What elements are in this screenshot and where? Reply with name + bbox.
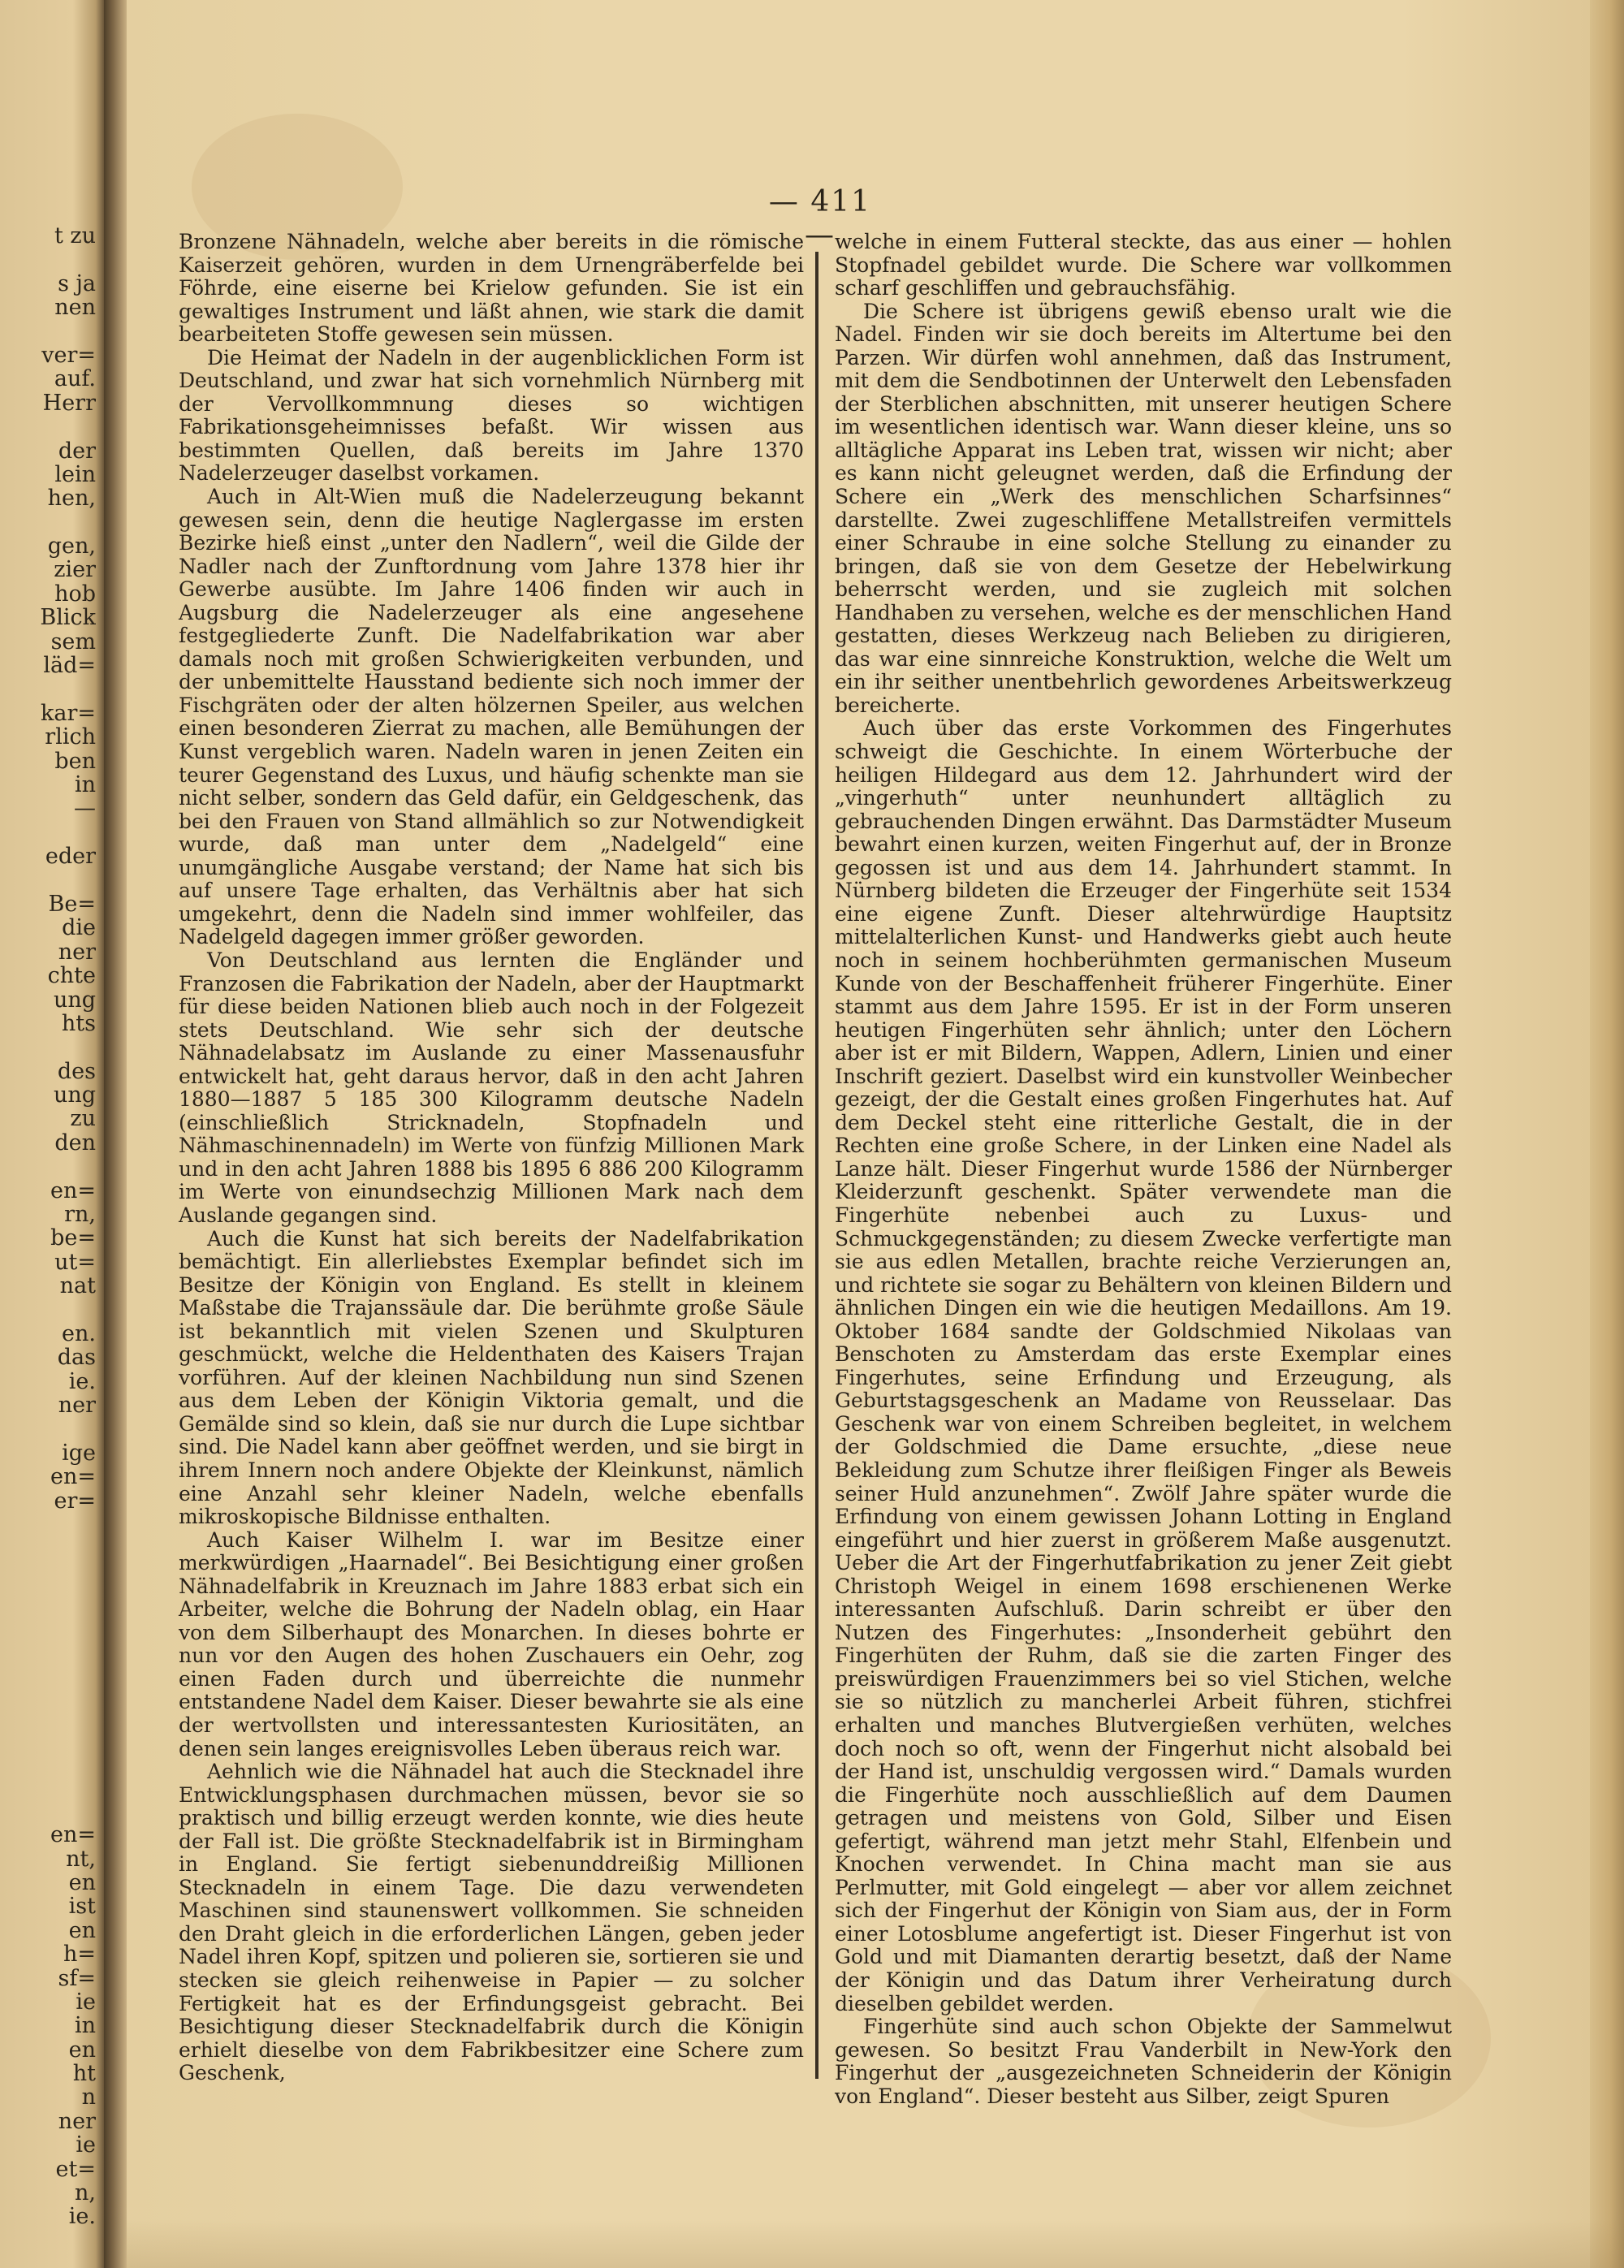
line-fragment: sf= <box>58 1966 96 1990</box>
line-fragment: eder <box>45 845 96 869</box>
line-fragment <box>5 1035 96 1059</box>
line-fragment: ie <box>76 1989 96 2015</box>
line-fragment: h= <box>63 1942 96 1967</box>
line-fragment: zier <box>54 558 96 582</box>
line-fragment <box>5 1155 96 1178</box>
line-fragment: sem <box>50 629 96 654</box>
line-fragment <box>5 248 96 271</box>
line-fragment <box>5 1513 96 1536</box>
line-fragment: n <box>81 2085 96 2110</box>
column-divider <box>815 252 818 2079</box>
line-fragment <box>5 821 96 845</box>
line-fragment: hob <box>54 581 96 607</box>
line-fragment: en <box>68 1918 96 1943</box>
line-fragment: in <box>74 772 96 797</box>
line-fragment: ige <box>62 1441 96 1466</box>
paragraph: Fingerhüte sind auch schon Objekte der Sammelwut gewesen. So besitzt Frau Vanderbilt in New-York den Fingerhut der „ausgezeichneten Schneiderin der Königin von England“. Dieser besteht aus Silber, zeigt Spuren <box>835 2015 1452 2108</box>
line-fragment: n, <box>75 2181 96 2205</box>
line-fragment <box>5 1418 96 1441</box>
line-fragment: nen <box>54 296 96 320</box>
line-fragment: er= <box>54 1488 96 1514</box>
facing-page-fragment <box>0 0 104 2268</box>
page-number: — 411 — <box>768 185 872 252</box>
line-fragment: Be= <box>48 892 96 917</box>
line-fragment: Herr <box>42 391 96 416</box>
line-fragment: gen, <box>47 534 96 559</box>
facing-page-line-ends <box>5 224 96 2229</box>
line-fragment <box>5 1656 96 1679</box>
line-fragment <box>5 1536 96 1560</box>
line-fragment <box>5 1680 96 1704</box>
line-fragment: — <box>74 797 96 821</box>
line-fragment: hen, <box>47 486 96 511</box>
line-fragment: chte <box>47 964 96 988</box>
line-fragment: der <box>58 438 96 463</box>
paragraph: Die Schere ist übrigens gewiß ebenso uralt wie die Nadel. Finden wir sie doch bereits im Altertume bei den Parzen. Wir dürfen wohl annehmen, daß das Instrument, mit dem die Sendbotinnen der Unterwelt den Lebensfaden der Sterblichen abschnitten, mit unserer heutigen Schere im wesentlichen identisch war. Wann dieser kleine, uns so alltägliche Apparat ins Leben trat, wissen wir nicht; aber es kann nicht geleugnet werden, daß die Erfindung der Schere ein „Werk des menschlichen Scharfsinnes“ darstellte. Zwei zugeschliffene Metallstreifen vermittels einer Schraube in eine solche Stellung zu einander zu bringen, daß sie von dem Gesetze der Hebelwirkung beherrscht werden, und sie zugleich mit solchen Handhaben zu versehen, welche es der menschlichen Hand gestatten, dieses Werkzeug nach Belieben zu dirigieren, das war eine sinnreiche Konstruktion, welche die Welt um ein ihr seither unentbehrlich gewordenes Arbeitswerkzeug bereicherte. <box>835 299 1452 717</box>
line-fragment <box>5 1775 96 1799</box>
line-fragment: ver= <box>41 343 96 368</box>
line-fragment <box>5 1799 96 1823</box>
line-fragment: en <box>68 2037 96 2063</box>
page-bottom-shade <box>127 2219 1624 2268</box>
paragraph: Auch in Alt-Wien muß die Nadelerzeugung bekannt gewesen sein, denn die heutige Naglergasse im ersten Bezirke hieß einst „unter den Nadlern“, weil die Gilde der Nadler nach der Zunftordnung vom Jahre 1378 hier ihr Gewerbe ausübte. Im Jahre 1406 finden wir auch in Augsburg die Nadelerzeuger als eine angesehene festgegliederte Zunft. Die Nadelfabrikation war aber damals noch mit großen Schwierigkeiten verbunden, und der unbemittelte Hausstand bediente sich noch immer der Fischgräten oder der alten hölzernen Speiler, aus welchen einen besonderen Zierrat zu machen, alle Bemühungen der Kunst vergeblich waren. Nadeln waren in jenen Zeiten ein teurer Gegenstand des Luxus, und häufig schenkte man sie nicht selber, sondern das Geld dafür, ein Geldgeschenk, das bei den Frauen von Stand allmählich so zur Notwendigkeit wurde, daß man unter dem „Nadelgeld“ eine unumgängliche Ausgabe verstand; der Name hat sich bis auf unsere Tage erhalten, das Verhältnis aber hat sich umgekehrt, denn die Nadeln sind immer wohlfeiler, das Nadelgeld dagegen immer größer geworden. <box>179 485 804 949</box>
paragraph: welche in einem Futteral steckte, das aus einer — hohlen Stopfnadel gebildet wurde. Die Schere war vollkommen scharf geschliffen und gebrauchsfähig. <box>835 230 1452 300</box>
line-fragment: die <box>62 916 96 940</box>
text-column-left <box>179 231 804 2085</box>
line-fragment: ie. <box>68 2205 96 2229</box>
line-fragment: das <box>57 1346 96 1370</box>
line-fragment: ner <box>58 1393 96 1418</box>
text-column-right <box>835 231 1452 2108</box>
line-fragment: ung <box>53 1083 96 1108</box>
line-fragment: nt, <box>66 1847 96 1871</box>
line-fragment: auf. <box>54 367 96 391</box>
line-fragment <box>5 1632 96 1656</box>
paragraph: Bronzene Nähnadeln, welche aber bereits in die römische Kaiserzeit gehören, wurden in dem Urnengräberfelde bei Föhrde, eine eiserne bei Krielow gefunden. Sie ist ein gewaltiges Instrument und läßt ahnen, wie stark die damit bearbeiteten Stoffe gewesen sein müssen. <box>179 230 804 347</box>
line-fragment: den <box>54 1130 96 1156</box>
line-fragment: rlich <box>45 725 96 750</box>
line-fragment: en. <box>62 1321 96 1346</box>
line-fragment: läd= <box>43 654 96 678</box>
line-fragment: ut= <box>54 1250 96 1275</box>
line-fragment: hts <box>61 1011 96 1036</box>
line-fragment <box>5 320 96 343</box>
line-fragment: en <box>68 1870 96 1895</box>
line-fragment: en= <box>50 1178 96 1203</box>
line-fragment: lein <box>54 462 96 487</box>
line-fragment: rn, <box>64 1203 96 1227</box>
paragraph: Aehnlich wie die Nähnadel hat auch die Stecknadel ihre Entwicklungsphasen durchmachen müssen, bevor sie so praktisch und billig erzeugt werden konnte, wie dies heute der Fall ist. Die größte Stecknadelfabrik ist in Birmingham in England. Sie fertigt siebenunddreißig Millionen Stecknadeln in einem Tage. Die dazu verwendeten Maschinen sind staunenswert vollkommen. Sie schneiden den Draht gleich in die erforderlichen Längen, geben jeder Nadel ihren Kopf, spitzen und polieren sie, sortieren sie und stecken sie gleich reihenweise in Papier — zu solcher Fertigkeit hat es der Erfindungsgeist gebracht. Bei Besichtigung dieser Stecknadelfabrik durch die Königin erhielt dieselbe von dem Fabrikbesitzer eine Schere zum Geschenk, <box>179 1760 804 2085</box>
line-fragment <box>5 1584 96 1608</box>
line-fragment: kar= <box>41 701 96 726</box>
line-fragment: ung <box>53 987 96 1012</box>
line-fragment <box>5 511 96 534</box>
line-fragment: et= <box>55 2157 96 2182</box>
line-fragment <box>5 1609 96 1632</box>
line-fragment: des <box>57 1059 96 1084</box>
paragraph: Die Heimat der Nadeln in der augenblicklichen Form ist Deutschland, und zwar hat sich vornehmlich Nürnberg mit der Vervollkommnung dieses so wichtigen Fabrikationsgeheimnisses befaßt. Wir wissen aus bestimmten Quellen, daß bereits im Jahre 1370 Nadelerzeuger daselbst vorkamen. <box>179 345 804 486</box>
line-fragment <box>5 415 96 438</box>
line-fragment: t zu <box>54 224 96 248</box>
paragraph: Auch die Kunst hat sich bereits der Nadelfabrikation bemächtigt. Ein allerliebstes Exemplar befindet sich im Besitze der Königin von England. Es stellt in kleinem Maßstabe die Trajanssäule dar. Die berühmte große Säule ist bekanntlich mit vielen Szenen und Skulpturen geschmückt, welche die Heldenthaten des Kaisers Trajan vorführen. Auf der kleinen Nachbildung nun sind Szenen aus dem Leben der Königin Viktoria gemalt, und die Gemälde sind so klein, daß sie nur durch die Lupe sichtbar sind. Die Nadel kann aber geöffnet werden, und sie birgt in ihrem Innern noch andere Objekte der Kleinkunst, nämlich eine Anzahl sehr kleiner Nadeln, welche ebenfalls mikroskopische Bildnisse enthalten. <box>179 1226 804 1529</box>
line-fragment: ner <box>58 2109 96 2134</box>
line-fragment: ben <box>54 749 96 773</box>
line-fragment <box>5 677 96 701</box>
line-fragment: in <box>74 2014 96 2038</box>
line-fragment <box>5 1728 96 1752</box>
line-fragment <box>5 869 96 892</box>
line-fragment: be= <box>50 1226 96 1251</box>
line-fragment: s ja <box>58 271 96 296</box>
line-fragment: en= <box>50 1465 96 1489</box>
book-gutter <box>104 0 127 2268</box>
line-fragment <box>5 1561 96 1584</box>
line-fragment: zu <box>70 1107 96 1131</box>
line-fragment: en= <box>50 1823 96 1847</box>
paragraph: Auch über das erste Vorkommen des Fingerhutes schweigt die Geschichte. In einem Wörterbuche der heiligen Hildegard aus dem 12. Jahrhundert wird der „vingerhuth“ unter neunhundert alltäglich zu gebrauchenden Dingen erwähnt. Das Darmstädter Museum bewahrt einen kurzen, weiten Fingerhut auf, der in Bronze gegossen ist und aus dem 14. Jahrhundert stammt. In Nürnberg bildeten die Erzeuger der Fingerhüte seit 1534 eine eigene Zunft. Dieser altehrwürdige Hauptsitz mittelalterlichen Kunst- und Handwerks giebt auch heute noch in seinem hochberühmten germanischen Museum Kunde von der Beschaffenheit früherer Fingerhüte. Einer stammt aus dem Jahre 1595. Er ist in der Form unseren heutigen Fingerhüten sehr ähnlich; unter den Löchern aber ist er mit Bildern, Wappen, Adlern, Linien und einer Inschrift geziert. Daselbst wird ein kunstvoller Weinbecher gezeigt, der die Gestalt eines großen Fingerhutes hat. Auf dem Deckel steht eine ritterliche Gestalt, die in der Rechten eine große Schere, in der Linken eine Nadel als Lanze hält. Dieser Fingerhut wurde 1586 der Nürnberger Kleiderzunft geschenkt. Später verwendete man die Fingerhüte nebenbei auch zu Luxus- und Schmuckgegenständen; zu diesem Zwecke verfertigte man sie aus edlen Metallen, brachte reiche Verzierungen an, und richtete sie sogar zu Behältern von kleinen Bildern und ähnlichen Dingen ein wie die heutigen Medaillons. Am 19. Oktober 1684 sandte der Goldschmied Nikolaas van Benschoten zu Amsterdam das erste Exemplar eines Fingerhutes, seine Erfindung und Erzeugung, als Geburtstagsgeschenk an Madame von Reusselaar. Das Geschenk war von einem Schreiben begleitet, in welchem der Goldschmied die Dame ersuchte, „diese neue Bekleidung zum Schutze ihrer fleißigen Finger als Beweis seiner Huld anzunehmen“. Zwölf Jahre später wurde die Erfindung von einem gewissen Johann Lotting in England eingeführt und hier zuerst in größerem Maße ausgenutzt. Ueber die Art der Fingerhutfabrikation zu jener Zeit giebt Christoph Weigel in einem 1698 erschienenen Werke interessanten Aufschluß. Darin schreibt er über den Nutzen des Fingerhutes: „Insonderheit gebührt den Fingerhüten der Ruhm, daß sie die zarten Finger des preiswürdigen Frauenzimmers bei so viel Stichen, welche sie so nützlich zu mancherlei Arbeit führen, stichfrei erhalten und manches Blutvergießen verhüten, welches doch noch so oft, wenn der Fingerhut nicht alsobald bei der Hand ist, unschuldig vergossen wird.“ Damals wurden die Fingerhüte noch ausschließlich auf dem Daumen getragen und meistens von Gold, Silber und Eisen gefertigt, während man jetzt mehr Stahl, Elfenbein und Knochen verwendet. In China macht man sie aus Perlmutter, mit Gold eingelegt — aber vor allem zeichnet sich der Fingerhut der Königin von Siam aus, der in Form einer Lotosblume angefertigt ist. Dieser Fingerhut ist von Gold und mit Diamanten derartig besetzt, daß der Name der Königin und das Datum ihrer Verheiratung durch dieselben gebildet werden. <box>835 716 1452 2015</box>
line-fragment <box>5 1298 96 1322</box>
line-fragment <box>5 1752 96 1775</box>
line-fragment: Blick <box>40 606 96 630</box>
paragraph: Von Deutschland aus lernten die Engländer und Franzosen die Fabrikation der Nadeln, aber der Hauptmarkt für diese beiden Nationen blieb auch noch in der Folgezeit stets Deutschland. Wie sehr sich der deutsche Nähnadelabsatz im Auslande zu einer Massenausfuhr entwickelt hat, geht daraus hervor, daß in den acht Jahren 1880—1887 5 185 300 Kilogramm deutsche Nadeln (einschließlich Stricknadeln, Stopfnadeln und Nähmaschinennadeln) im Werte von fünfzig Millionen Mark und in den acht Jahren 1888 bis 1895 6 886 200 Kilogramm im Werte von einundsechzig Millionen Mark nach dem Auslande gegangen sind. <box>179 948 804 1227</box>
line-fragment: ie. <box>68 1369 96 1394</box>
line-fragment: ist <box>68 1894 96 1919</box>
line-fragment: nat <box>59 1274 96 1298</box>
paragraph: Auch Kaiser Wilhelm I. war im Besitze einer merkwürdigen „Haarnadel“. Bei Besichtigung einer großen Nähnadelfabrik in Kreuznach im Jahre 1883 erbat sich ein Arbeiter, welche die Bohrung der Nadeln oblag, ein Haar von dem Silberhaupt des Monarchen. In dieses bohrte er nun vor den Augen des hohen Zuschauers ein Oehr, zog einen Faden durch und überreichte die nunmehr entstandene Nadel dem Kaiser. Dieser bewahrte sie als eine der wertvollsten und interessantesten Kuriositäten, an denen sein langes ereignisvolles Leben überaus reich war. <box>179 1527 804 1760</box>
line-fragment <box>5 1704 96 1727</box>
line-fragment: ht <box>72 2062 96 2086</box>
page-edge <box>1590 0 1624 2268</box>
line-fragment: ner <box>58 940 96 965</box>
line-fragment: ie <box>76 2133 96 2158</box>
